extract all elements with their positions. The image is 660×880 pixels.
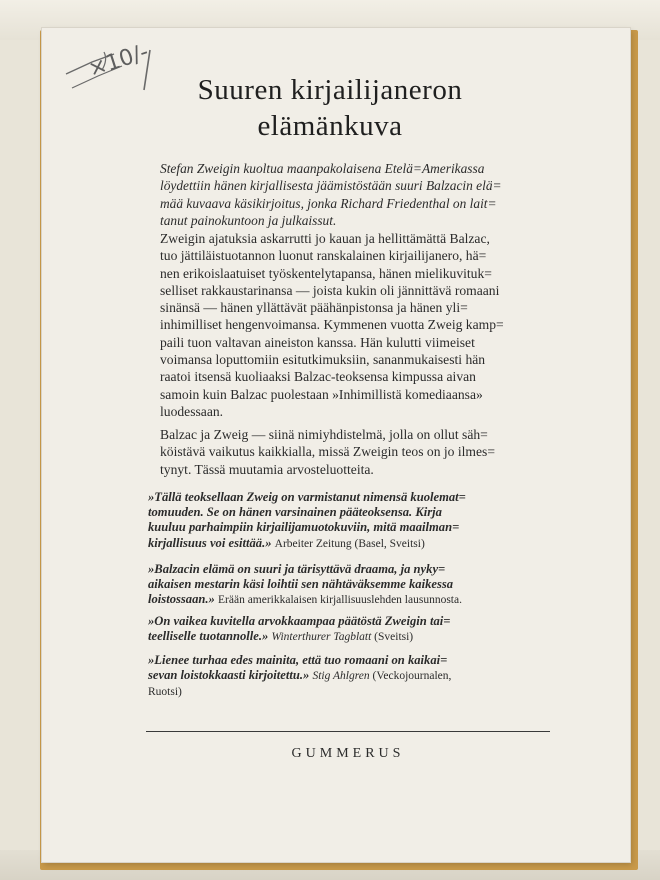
intro-paragraph <box>160 160 578 229</box>
body-line: tuo jättiläistuotannon luonut ranskalainen kirjailijanero, hä= <box>160 248 487 264</box>
review-quote-3 <box>148 614 578 645</box>
intro-line: löydettiin hänen kirjallisesta jäämistöstään suuri Balzacin elä= <box>160 178 502 194</box>
body-line: sinänsä — hänen yllättävät päähänpistonsa ja hänen yli= <box>160 300 468 316</box>
quote-line: aikaisen mestarin käsi loihtii sen nähtäväksemme kaikessa <box>148 577 454 592</box>
body-line: samoin kuin Balzac puolestaan »Inhimillistä komediaansa» <box>160 386 483 402</box>
review-quote-4 <box>148 653 578 701</box>
title-line-2: elämänkuva <box>257 110 403 142</box>
divider-rule <box>146 731 550 732</box>
body-line: selliset rakkaustarinansa — joista kukin oli jännittävä romaani <box>160 282 500 298</box>
body-line: raatoi itsensä kuoliaaksi Balzac-teoksensa kimpussa aivan <box>160 369 476 385</box>
review-quote-1 <box>148 490 578 552</box>
body-line: tynyt. Tässä muutamia arvosteluotteita. <box>160 461 374 477</box>
body-line: inhimilliset hengenvoimansa. Kymmenen vuotta Zweig kamp= <box>160 317 504 333</box>
body-paragraph-2 <box>160 426 578 478</box>
quote-line: loistossaan.» <box>148 592 215 607</box>
quote-source-name: Winterthurer Tagblatt <box>271 631 372 644</box>
quote-line: »Tällä teoksellaan Zweig on varmistanut nimensä kuolemat= <box>148 490 466 504</box>
quote-line: kirjallisuus voi esittää.» <box>148 535 272 550</box>
quote-source-line-2: Ruotsi) <box>148 686 182 699</box>
quote-line: sevan loistokkaasti kirjoitettu.» <box>148 668 310 683</box>
body-line: paili tuon valtavan aineiston kanssa. Hän kulutti viimeiset <box>160 334 475 350</box>
quote-line: tomuuden. Se on hänen varsinainen pääteoksensa. Kirja <box>148 505 442 520</box>
body-line: Zweigin ajatuksia askarrutti jo kauan ja hellittämättä Balzac, <box>160 231 490 246</box>
quote-source-name: Stig Ahlgren <box>312 670 370 683</box>
body-line: Balzac ja Zweig — siinä nimiyhdistelmä, jolla on ollut säh= <box>160 427 488 442</box>
intro-line: mää kuvaava käsikirjoitus, jonka Richard Friedenthal on lait= <box>160 195 497 211</box>
quote-line: »On vaikea kuvitella arvokkaampaa päätöstä Zweigin tai= <box>148 614 451 628</box>
quote-source: (Sveitsi) <box>374 631 414 644</box>
quote-line: »Balzacin elämä on suuri ja tärisyttävä draama, ja nyky= <box>148 562 446 576</box>
quote-line: »Lienee turhaa edes mainita, että tuo romaani on kaikai= <box>148 653 448 667</box>
quote-source: (Veckojournalen, <box>372 670 452 683</box>
quote-line: kuuluu parhaimpiin kirjailijamuotokuviin, mitä maailman= <box>148 520 460 535</box>
body-line: luodessaan. <box>160 403 224 419</box>
body-line: voimansa loputtomiin esitutkimuksiin, sananmukaisesti hän <box>160 352 486 368</box>
body-line: köistävä vaikutus kaikkialla, missä Zweigin teos on jo ilmes= <box>160 444 495 460</box>
handwritten-price: ×10/- <box>85 40 152 83</box>
body-paragraph <box>160 230 578 420</box>
intro-line: Stefan Zweigin kuoltua maanpakolaisena Etelä=Amerikassa <box>160 161 485 176</box>
publisher-name: GUMMERUS <box>291 746 405 761</box>
quote-source: Arbeiter Zeitung (Basel, Sveitsi) <box>274 537 425 550</box>
quote-source: Erään amerikkalaisen kirjallisuuslehden lausunnosta. <box>218 594 462 607</box>
title-line-1: Suuren kirjailijaneron <box>197 74 463 106</box>
review-quote-2 <box>148 562 578 609</box>
page-title <box>60 72 600 144</box>
body-line: nen erikoislaatuiset työskentelytapansa, hänen mielikuvituk= <box>160 265 492 281</box>
quote-line: teelliselle tuotannolle.» <box>148 629 269 644</box>
intro-line: tanut painokuntoon ja julkaissut. <box>160 212 337 228</box>
